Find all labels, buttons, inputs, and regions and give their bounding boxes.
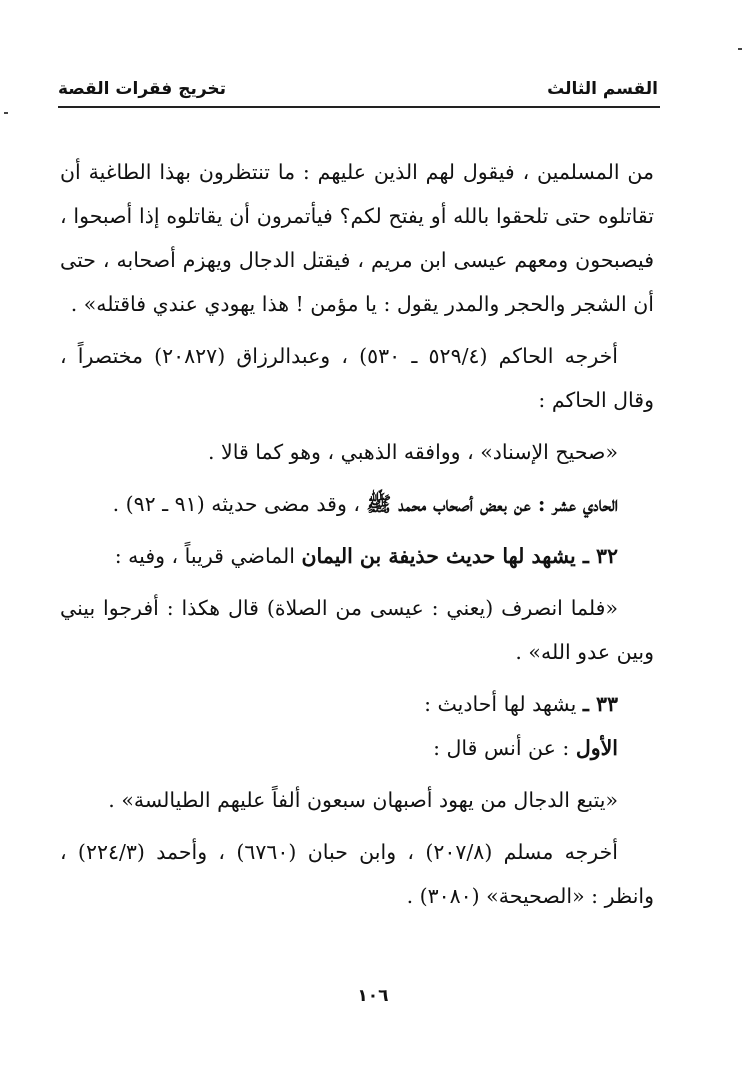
paragraph: [60, 482, 654, 526]
quote-paragraph: «فلما انصرف (يعني : عيسى من الصلاة) قال هكذا : أفرجوا بيني وبين عدو الله» .: [60, 596, 654, 664]
paragraph: أخرجه مسلم (٢٠٧/٨) ، وابن حبان (٦٧٦٠) ، وأحمد (٢٢٤/٣) ، وانظر : «الصحيحة» (٣٠٨٠) .: [60, 840, 654, 908]
paragraph-text: ، وقد مضى حديثه (٩١ ـ ٩٢) .: [112, 492, 367, 516]
paragraph-text: يشهد لها أحاديث :: [424, 692, 583, 716]
header-rule: [58, 106, 660, 108]
page-body: [60, 150, 654, 918]
paragraph: [60, 682, 654, 726]
paragraph-text: الماضي قريباً ، وفيه :: [114, 544, 302, 568]
paragraph-heading: الأول: [575, 736, 618, 760]
paragraph-text: : عن أنس قال :: [433, 736, 576, 760]
paragraph: [60, 534, 654, 578]
paragraph-heading: الحادي عشر : عن بعض أصحاب محمد ﷺ: [366, 492, 618, 516]
paragraph: أخرجه الحاكم (٥٢٩/٤ ـ ٥٣٠) ، وعبدالرزاق (٢٠٨٢٧) مختصراً ، وقال الحاكم :: [60, 344, 654, 412]
quote-paragraph: «صحيح الإسناد» ، ووافقه الذهبي ، وهو كما قالا .: [208, 440, 618, 464]
paragraph-heading: ٣٢ ـ يشهد لها حديث حذيفة بن اليمان: [301, 544, 618, 568]
scan-mark: [738, 48, 742, 50]
header-title: تخريج فقرات القصة: [58, 79, 227, 99]
paragraph-heading: ٣٣ ـ: [582, 692, 618, 716]
scan-mark: [4, 112, 8, 114]
quote-paragraph: «يتبع الدجال من يهود أصبهان سبعون ألفاً عليهم الطيالسة» .: [108, 788, 618, 812]
page-number: ١٠٦: [357, 986, 389, 1006]
paragraph: من المسلمين ، فيقول لهم الذين عليهم : ما تنتظرون بهذا الطاغية أن تقاتلوه حتى تلحقوا بالله أو يفتح لكم؟ فيأتمرون أن يقاتلوه إذا أصبحوا ، فيصبحون ومعهم عيسى ابن مريم ، فيقتل الدجال ويهزم أصحابه ، حتى أن الشجر والحجر والمدر يقول : يا مؤمن ! هذا يهودي عندي فاقتله» .: [60, 160, 654, 316]
paragraph: [60, 726, 654, 770]
header-section: القسم الثالث: [547, 79, 658, 99]
running-header: [58, 74, 658, 104]
